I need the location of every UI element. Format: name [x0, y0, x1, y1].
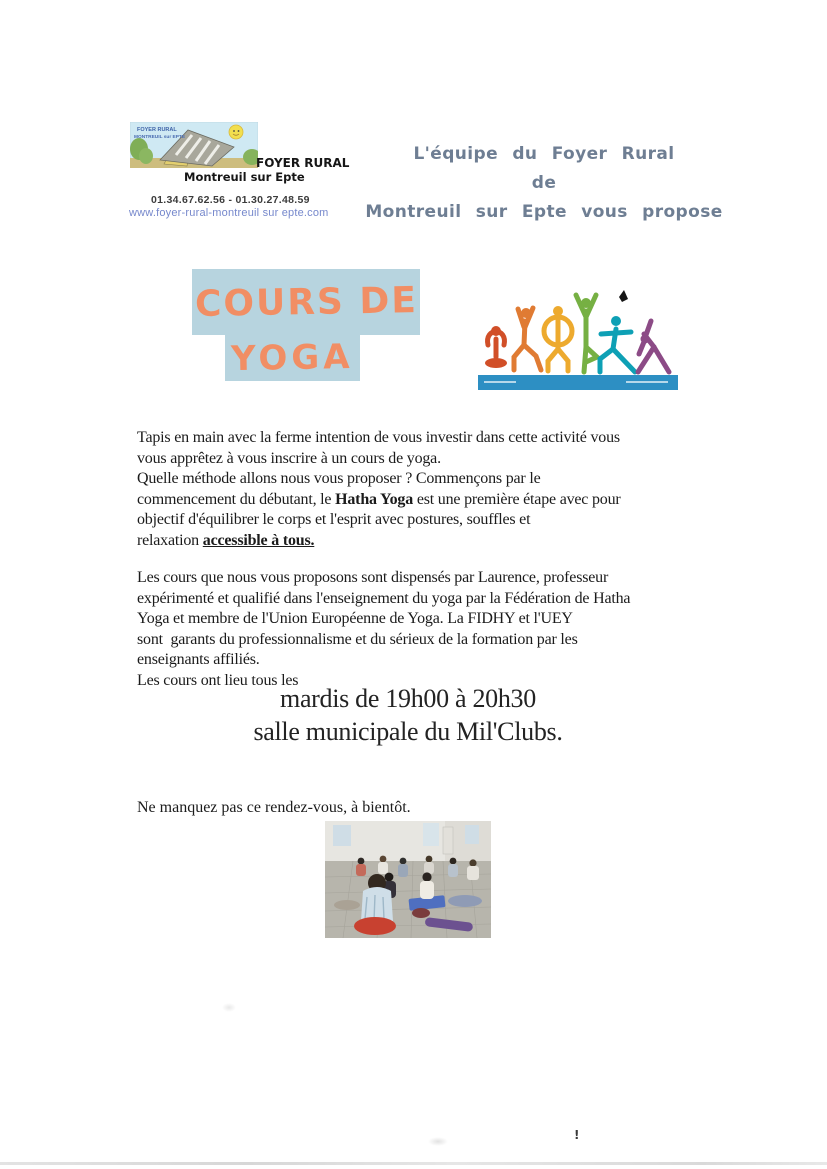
text-segment: est une première étape avec pour [413, 490, 621, 508]
paragraph-line [137, 531, 621, 552]
org-location-label: Montreuil sur Epte [184, 170, 305, 184]
schedule-block [130, 682, 686, 748]
paragraph-line: Les cours que nous vous proposons sont dispensés par Laurence, professeur [137, 569, 609, 586]
intro-paragraph [137, 428, 621, 552]
yoga-figure-red [485, 326, 507, 368]
course-title-block-bottom [225, 335, 360, 381]
scan-mark: ! [574, 1128, 580, 1142]
paragraph-line: Yoga et membre de l'Union Européenne de Yoga. La FIDHY et l'UEY [137, 610, 573, 628]
paragraph-line: vous apprêtez à vous inscrire à un cours de yoga. [137, 449, 441, 467]
yoga-poses-illustration [478, 277, 678, 390]
course-title-line2: YOGA [230, 336, 355, 380]
paragraph-line: Les cours ont lieu tous les [137, 671, 299, 689]
schedule-time: mardis de 19h00 à 20h30 [280, 684, 536, 713]
yoga-class-photo [325, 821, 491, 938]
org-phone-numbers: 01.34.67.62.56 - 01.30.27.48.59 [151, 194, 310, 206]
window [465, 825, 479, 844]
paragraph-line: Tapis en main avec la ferme intention de vous investir dans cette activité vous [137, 429, 620, 446]
paragraph-line: sont garants du professionnalisme et du sérieux de la formation par les [137, 630, 578, 648]
paragraph-line: objectif d'équilibrer le corps et l'esprit avec postures, souffles et [137, 511, 531, 529]
tree-icon [139, 148, 153, 164]
tagline-line2: de [531, 173, 557, 193]
org-website-link[interactable]: www.foyer-rural-montreuil sur epte.com [129, 207, 329, 219]
window [423, 823, 439, 846]
paragraph-line: expérimenté et qualifié dans l'enseignement du yoga par la Fédération de Hatha [137, 589, 631, 607]
closing-line: Ne manquez pas ce rendez-vous, à bientôt. [137, 799, 411, 816]
logo-caption-line1: FOYER RURAL [137, 127, 177, 133]
scan-smudge [428, 1137, 448, 1146]
scan-smudge [222, 1003, 236, 1012]
hatha-yoga-emphasis: Hatha Yoga [335, 490, 414, 508]
accessible-a-tous-emphasis: accessible à tous. [202, 531, 315, 549]
window [333, 825, 351, 846]
teacher-paragraph [137, 568, 630, 692]
illustration-credit-bar [478, 375, 678, 390]
header-tagline [360, 140, 728, 227]
course-title-block-top [192, 269, 420, 335]
schedule-place: salle municipale du Mil'Clubs. [253, 717, 563, 746]
door [443, 827, 453, 854]
course-title-line1: COURS DE [194, 279, 418, 325]
foyer-rural-logo [130, 122, 258, 168]
org-name-label: FOYER RURAL [256, 156, 350, 170]
page-bottom-scan-edge [0, 1162, 827, 1165]
sun-icon [229, 125, 243, 139]
text-segment: relaxation [137, 531, 203, 549]
text-segment: commencement du débutant, le [137, 490, 336, 508]
tagline-line1: L'équipe du Foyer Rural [413, 144, 675, 164]
paragraph-line: Quelle méthode allons nous vous proposer ? Commençons par le [137, 470, 541, 488]
paragraph-line: enseignants affiliés. [137, 651, 260, 669]
tagline-line3: Montreuil sur Epte vous propose [365, 202, 723, 222]
paragraph-line [137, 490, 621, 511]
logo-caption-line2: MONTREUIL sur EPTE [134, 135, 186, 140]
